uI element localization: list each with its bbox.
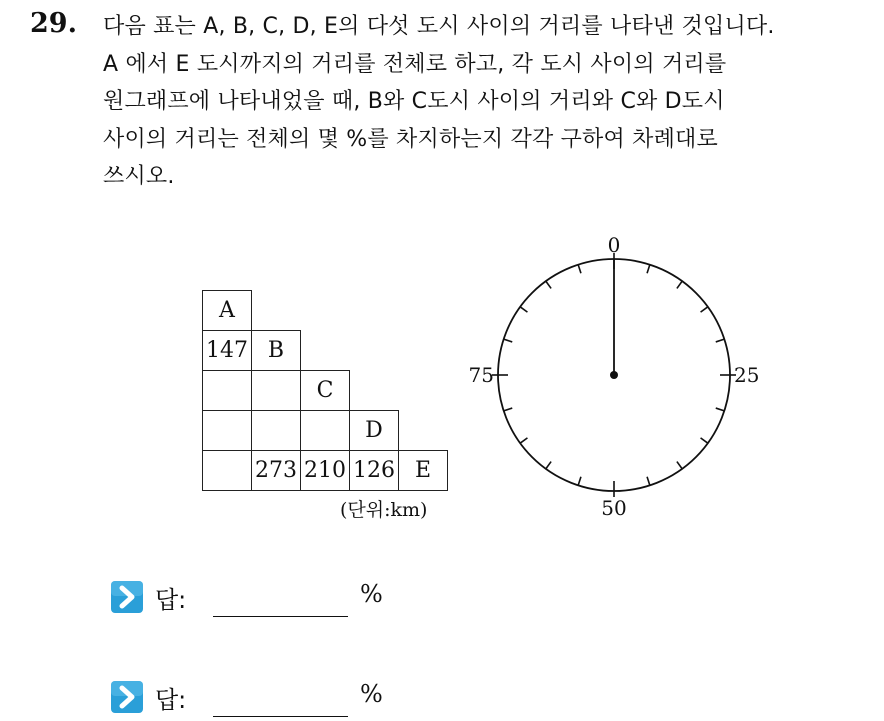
dial-tick [504, 339, 513, 342]
dial-tick [520, 307, 527, 312]
dial-center [610, 371, 618, 379]
answer-label: 답: [155, 586, 187, 614]
dial-tick [647, 265, 650, 274]
dial-label-top: 0 [607, 233, 621, 257]
distance-table [202, 290, 448, 491]
dial-label-left: 75 [468, 363, 494, 387]
table-cell: 210 [301, 451, 350, 491]
table-cell [252, 371, 301, 411]
dial-tick [716, 408, 725, 411]
table-row [203, 371, 448, 411]
question-line: 사이의 거리는 전체의 몇 %를 차지하는지 각각 구하여 차례대로 [103, 126, 718, 152]
table-cell [252, 411, 301, 451]
dial-tick [716, 339, 725, 342]
question-line: A 에서 E 도시까지의 거리를 전체로 하고, 각 도시 사이의 거리를 [103, 51, 727, 77]
chevron-right-icon [110, 580, 144, 614]
answer-unit: % [360, 680, 383, 708]
dial-tick [546, 281, 551, 288]
dial-tick [578, 265, 581, 274]
dial-tick [701, 438, 708, 443]
dial-tick [520, 438, 527, 443]
table-cell [301, 411, 350, 451]
table-cell: C [301, 371, 350, 411]
dial-tick [701, 307, 708, 312]
table-row [203, 451, 448, 491]
dial-tick [546, 462, 551, 469]
dial-label-bottom: 50 [601, 496, 627, 520]
answer-blank[interactable] [213, 716, 348, 717]
dial-label-right: 25 [734, 363, 760, 387]
table-cell: B [252, 331, 301, 371]
question-number: 29. [30, 8, 77, 39]
table-cell: E [399, 451, 448, 491]
answer-blank[interactable] [213, 616, 348, 617]
answer-label: 답: [155, 686, 187, 714]
dial-tick [677, 281, 682, 288]
table-row [203, 291, 448, 331]
circle-graph [455, 228, 775, 528]
dial-tick [647, 477, 650, 486]
table-cell: 147 [203, 331, 252, 371]
question-line: 쓰시오. [103, 164, 175, 189]
answer-unit: % [360, 580, 383, 608]
question-line: 다음 표는 A, B, C, D, E의 다섯 도시 사이의 거리를 나타낸 것입니다. [103, 14, 775, 39]
dial-tick [578, 477, 581, 486]
table-cell: 126 [350, 451, 399, 491]
table-cell [203, 371, 252, 411]
table-cell [203, 411, 252, 451]
dial-tick [677, 462, 682, 469]
question-text [103, 8, 873, 196]
chevron-right-icon [110, 680, 144, 714]
dial-tick [504, 408, 513, 411]
table-row [203, 411, 448, 451]
unit-label: (단위:km) [340, 499, 428, 521]
table-row [203, 331, 448, 371]
table-cell: 273 [252, 451, 301, 491]
table-cell [203, 451, 252, 491]
table-cell: A [203, 291, 252, 331]
question-line: 원그래프에 나타내었을 때, B와 C도시 사이의 거리와 C와 D도시 [103, 89, 725, 114]
table-cell: D [350, 411, 399, 451]
